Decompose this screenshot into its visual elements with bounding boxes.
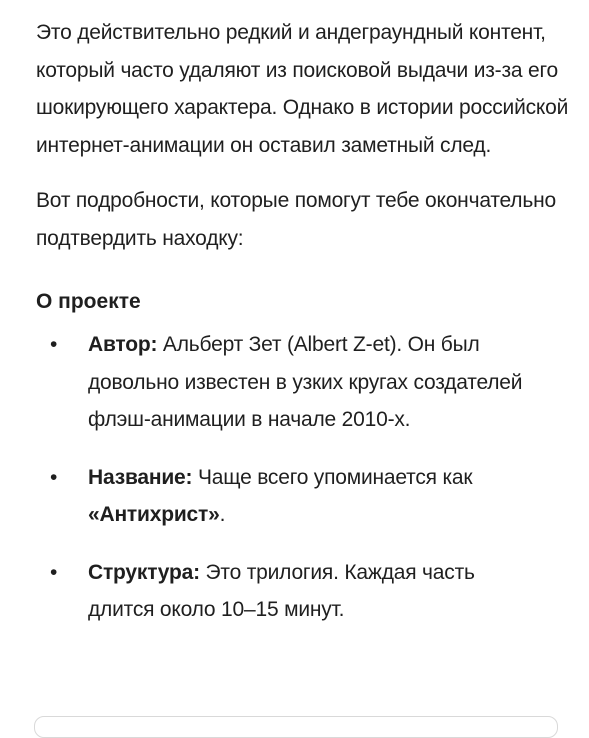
list-item-structure	[36, 554, 528, 629]
list-item-title	[36, 459, 528, 534]
details-lead-paragraph: Вот подробности, которые помогут тебе окончательно подтвердить находку:	[36, 189, 556, 250]
bullet-icon: •	[50, 333, 58, 356]
section-heading: О проекте	[36, 290, 141, 313]
intro-paragraph: Это действительно редкий и андеграундный контент, который часто удаляют из поисковой выдачи из-за его шокирующего характера. Однако в истории российской интернет-анимации он оставил заметный след.	[36, 21, 569, 157]
bullet-icon: •	[50, 465, 58, 489]
fact-key: Название:	[88, 465, 193, 489]
message-content	[36, 14, 576, 649]
project-facts-list	[36, 326, 576, 629]
bullet-icon: •	[50, 560, 58, 584]
list-item-author	[36, 326, 528, 439]
fact-key: Структура:	[88, 560, 200, 584]
next-card-edge	[34, 716, 558, 738]
fact-text: Это трилогия. Каждая часть длится около 10–15 минут.	[88, 560, 475, 621]
fact-text: Чаще всего упоминается как	[192, 465, 473, 489]
fact-tail: .	[219, 503, 226, 526]
fact-text: Альберт Зет (Albert Z-et). Он был довольно известен в узких кругах создателей флэш-анимации в начале 2010-х.	[88, 333, 523, 431]
fact-emphasis: «Антихрист»	[88, 503, 220, 526]
fact-key: Автор:	[88, 333, 158, 356]
